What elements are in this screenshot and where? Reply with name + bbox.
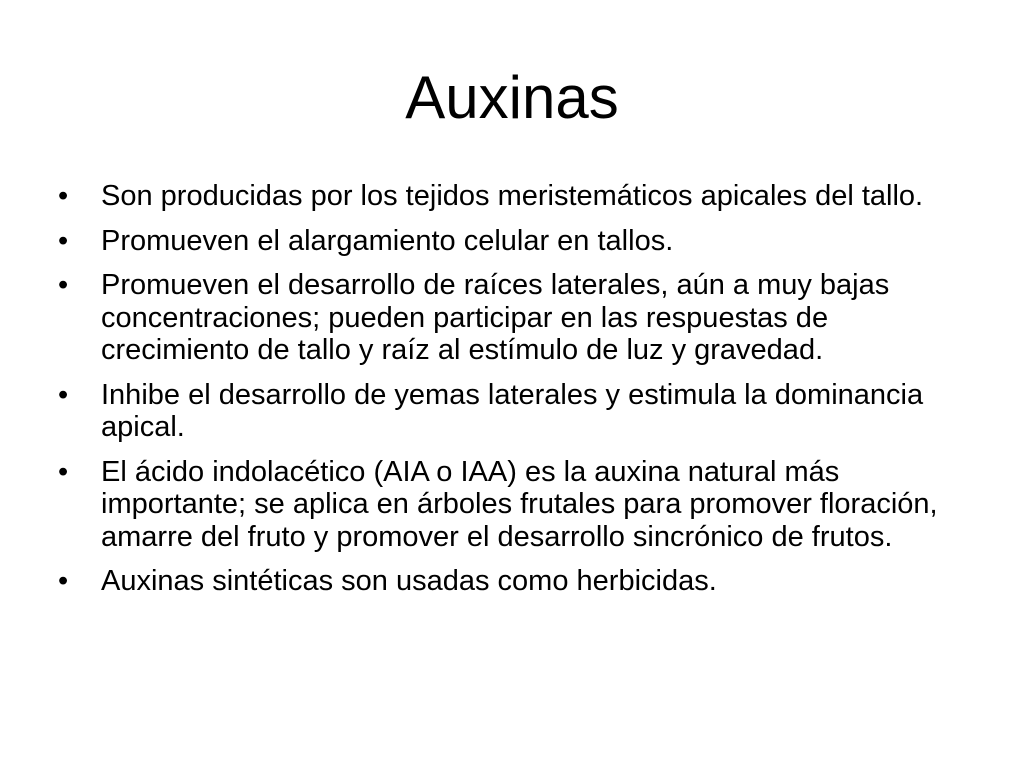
bullet-text: Promueven el alargamiento celular en tallos. xyxy=(101,224,674,257)
bullet-item xyxy=(58,565,958,598)
slide-title: Auxinas xyxy=(405,64,619,131)
bullet-item xyxy=(58,225,958,258)
bullet-item xyxy=(58,456,958,554)
bullet-text: El ácido indolacético (AIA o IAA) es la auxina natural más importante; se aplica en árboles frutales para promover floración, amarre del fruto y promover el desarrollo sincrónico de frutos. xyxy=(101,455,938,553)
bullet-mark: • xyxy=(58,565,69,597)
bullet-item xyxy=(58,379,958,444)
bullet-text: Son producidas por los tejidos meristemáticos apicales del tallo. xyxy=(101,180,924,212)
bullet-mark: • xyxy=(58,269,69,301)
bullet-text: Promueven el desarrollo de raíces laterales, aún a muy bajas concentraciones; pueden participar en las respuestas de crecimiento de tallo y raíz al estímulo de luz y gravedad. xyxy=(101,269,890,366)
bullet-text: Auxinas sintéticas son usadas como herbicidas. xyxy=(101,565,717,597)
bullet-list xyxy=(58,180,958,610)
bullet-mark: • xyxy=(58,224,69,257)
bullet-mark: • xyxy=(58,378,69,411)
bullet-item xyxy=(58,269,958,367)
bullet-item xyxy=(58,180,958,213)
bullet-mark: • xyxy=(58,455,69,488)
bullet-text: Inhibe el desarrollo de yemas laterales y estimula la dominancia apical. xyxy=(101,378,924,443)
bullet-mark: • xyxy=(58,180,69,212)
